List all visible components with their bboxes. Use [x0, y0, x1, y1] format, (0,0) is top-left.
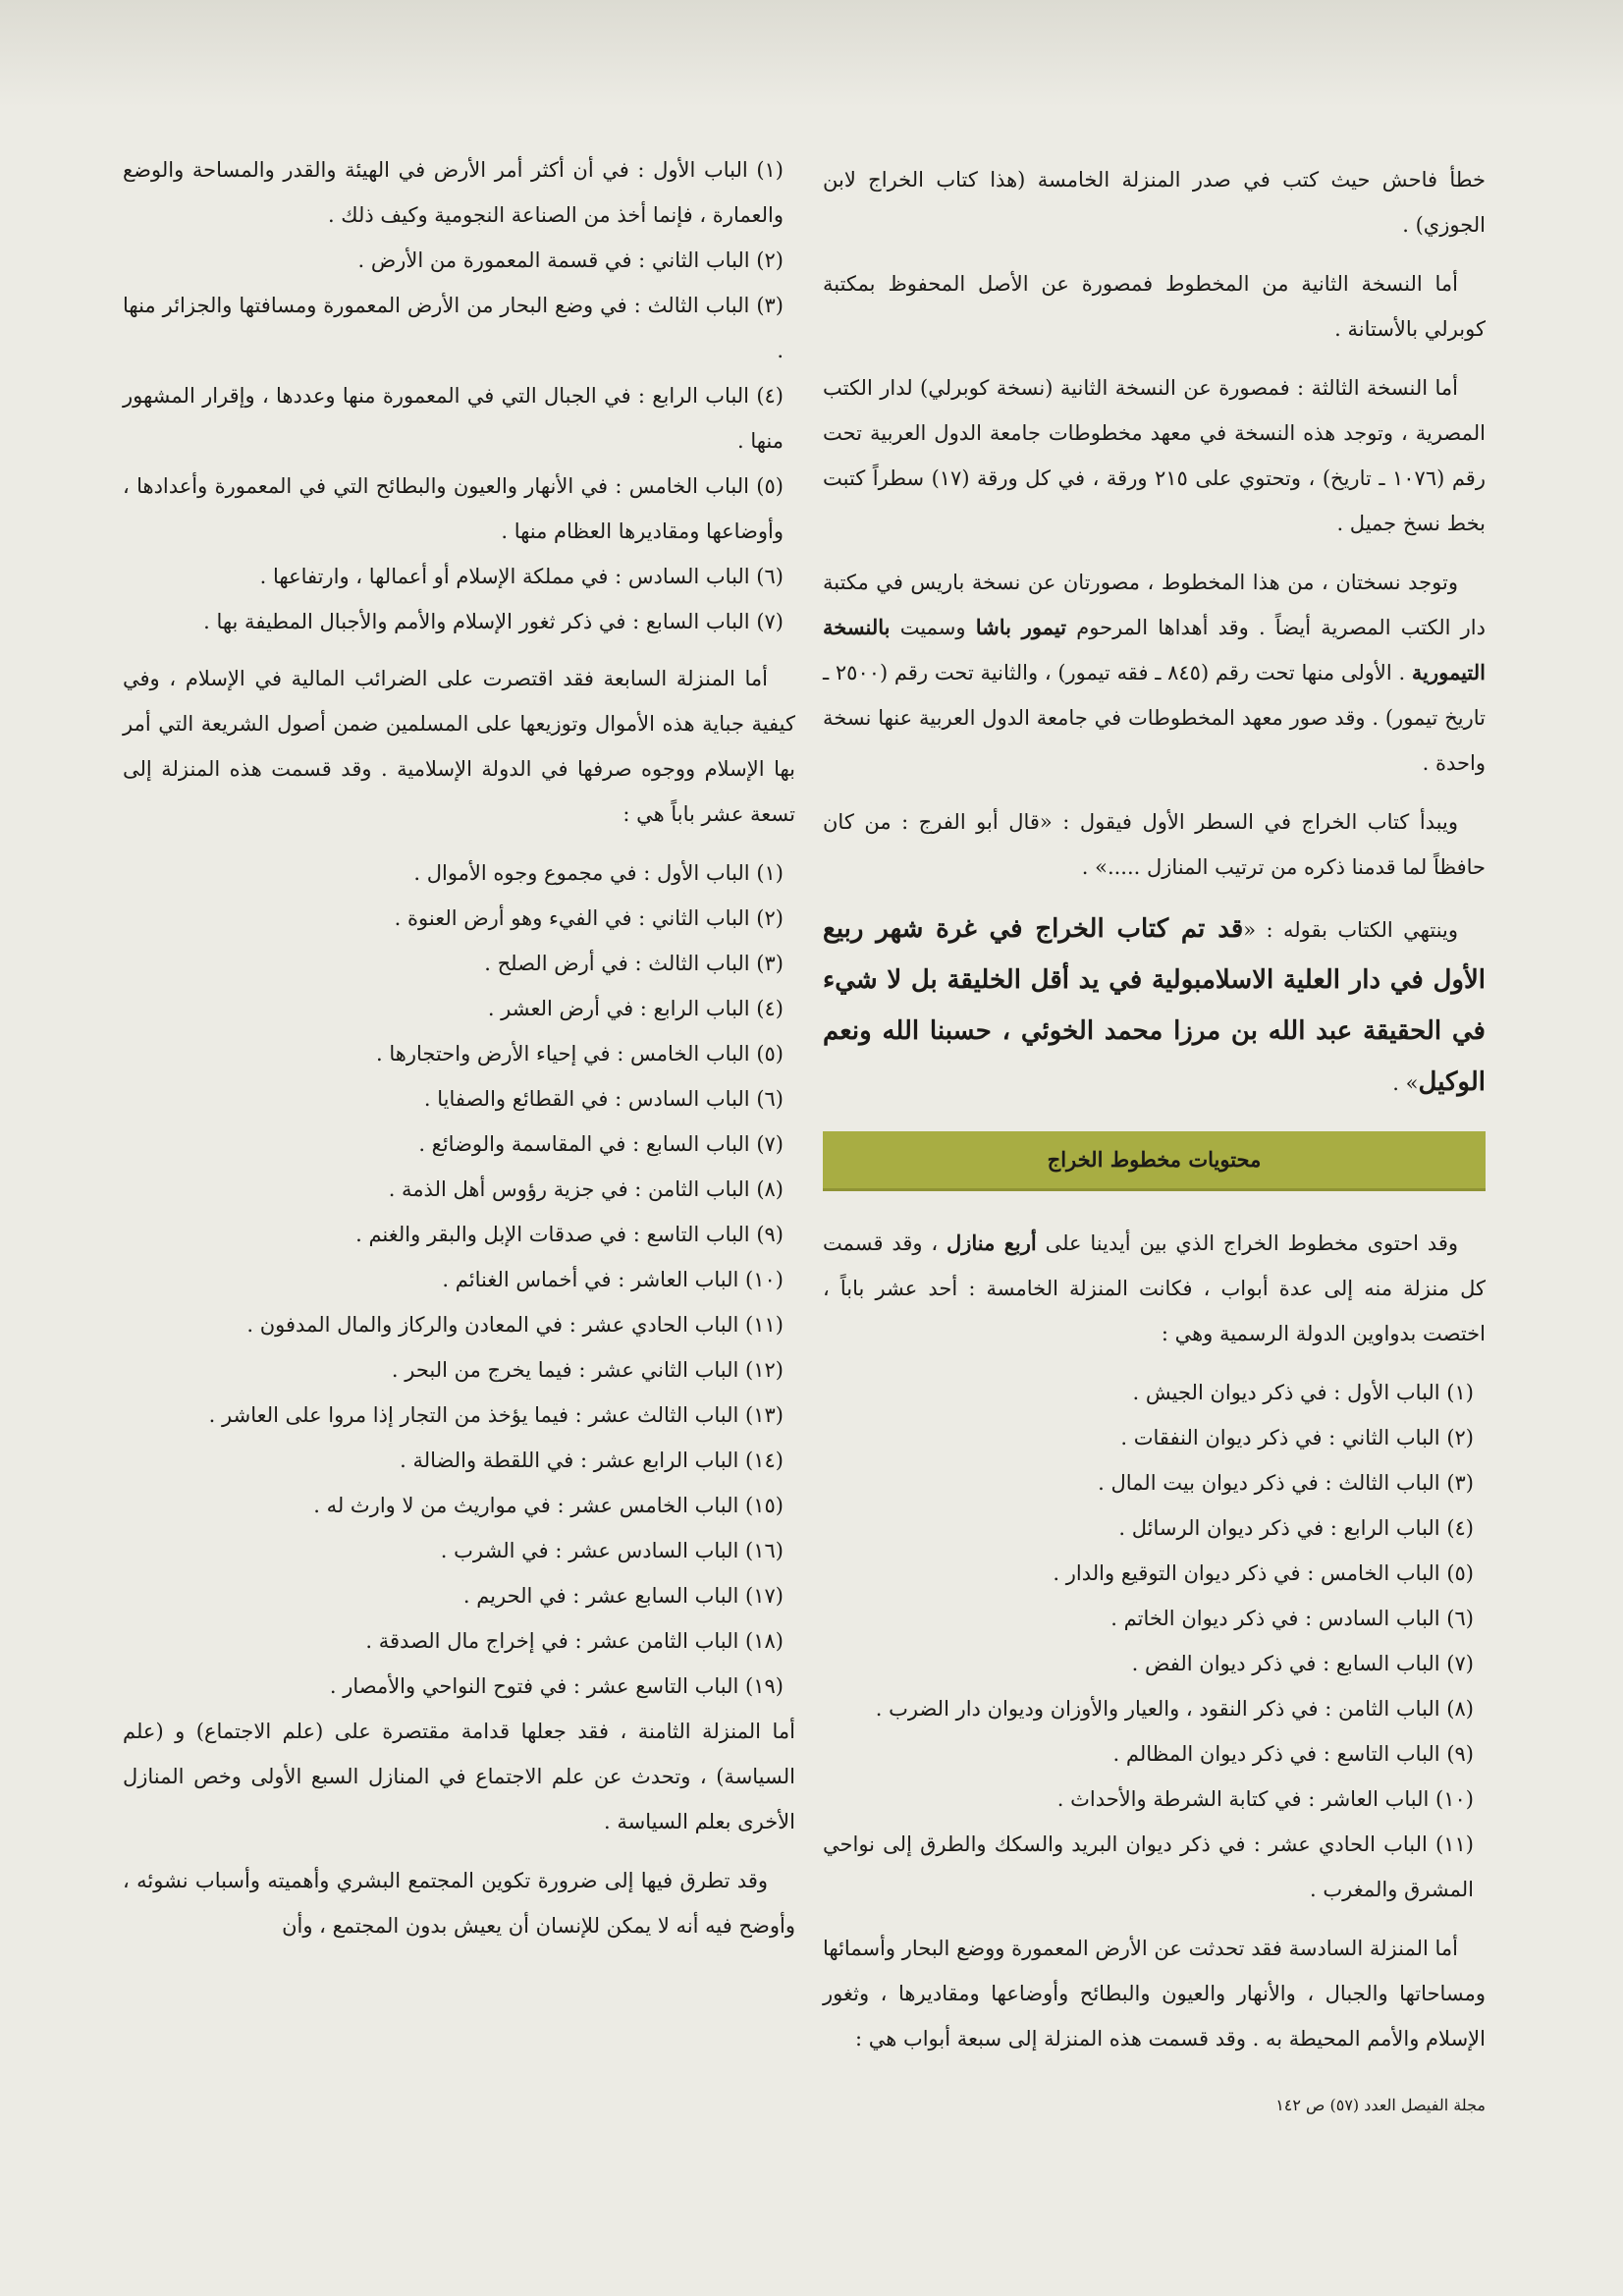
text-run: وينتهي الكتاب بقوله : «	[1243, 918, 1458, 942]
bold-text: تيمور باشا	[975, 615, 1067, 639]
list-item: (١٥) الباب الخامس عشر : في مواريث من لا وارث له .	[313, 1494, 784, 1517]
list-item: (١) الباب الأول : في أن أكثر أمر الأرض في الهيئة والقدر والمساحة والوضع والعمارة ، فإنما أخذ من الصناعة النجومية وكيف ذلك .	[123, 158, 784, 227]
list-item: (٤) الباب الرابع : في الجبال التي في المعمورة منها وعددها ، وإقرار المشهور منها .	[123, 384, 784, 453]
paragraph: أما المنزلة الثامنة ، فقد جعلها قدامة مقتصرة على (علم الاجتماع) و (علم السياسة) ، وتحدث عن علم الاجتماع في المنازل السبع الأولى وخص المنازل الأخرى بعلم السياسة .	[123, 1720, 795, 1833]
list-item: (٦) الباب السادس : في القطائع والصفايا .	[423, 1087, 784, 1111]
list-item: (٢) الباب الثاني : في ذكر ديوان النفقات .	[1120, 1426, 1474, 1449]
page-top-edge	[0, 0, 1623, 108]
list-item: (٦) الباب السادس : في ذكر ديوان الخاتم .	[1110, 1607, 1474, 1630]
list-item: (١٧) الباب السابع عشر : في الحريم .	[462, 1584, 784, 1608]
list-item: (١٢) الباب الثاني عشر : فيما يخرج من البحر .	[391, 1358, 784, 1382]
list-item: (٧) الباب السابع : في المقاسمة والوضائع .	[418, 1132, 784, 1156]
list-item: (١١) الباب الحادي عشر : في ذكر ديوان البريد والسكك والطرق إلى نواحي المشرق والمغرب .	[823, 1832, 1474, 1901]
text-run: » .	[1392, 1071, 1419, 1095]
list-item: (٣) الباب الثالث : في ذكر ديوان بيت المال .	[1098, 1471, 1474, 1495]
paragraph: أما النسخة الثانية من المخطوط فمصورة عن الأصل المحفوظ بمكتبة كوبرلي بالأستانة .	[823, 272, 1486, 341]
list-item: (٢) الباب الثاني : في الفيء وهو أرض العنوة .	[394, 906, 784, 930]
text-run: وتوجد نسختان ، من هذا المخطوط ، مصورتان عن نسخة باريس في مكتبة دار الكتب المصرية أيضاً . وقد أهداها المرحوم	[823, 571, 1486, 639]
list-item: (١٤) الباب الرابع عشر : في اللقطة والضالة .	[400, 1449, 784, 1472]
bold-text: أربع منازل	[946, 1230, 1037, 1255]
paragraph	[823, 903, 1486, 1108]
bold-quote: قد تم كتاب الخراج في غرة شهر ربيع الأول في دار العلية الاسلامبولية في يد أقل الخليقة بل لا شيء في الحقيقة عبد الله بن مرزا محمد الخوئي ، حسبنا الله ونعم الوكيل	[823, 914, 1486, 1097]
list-item: (٦) الباب السادس : في مملكة الإسلام أو أعمالها ، وارتفاعها .	[259, 565, 784, 588]
list-item: (٢) الباب الثاني : في قسمة المعمورة من الأرض .	[357, 248, 784, 272]
paragraph	[823, 1221, 1486, 1356]
list-item: (٣) الباب الثالث : في أرض الصلح .	[484, 952, 784, 975]
list-item: (٧) الباب السابع : في ذكر ثغور الإسلام والأمم والأجبال المطيفة بها .	[203, 610, 784, 633]
left-column	[123, 147, 795, 1962]
list-item: (٥) الباب الخامس : في الأنهار والعيون والبطائح التي في المعمورة وأعدادها ، وأوضاعها ومقاديرها العظام منها .	[123, 474, 784, 543]
list-item: (١٠) الباب العاشر : في كتابة الشرطة والأحداث .	[1056, 1787, 1474, 1811]
list-item: (٨) الباب الثامن : في ذكر النقود ، والعيار والأوزان وديوان دار الضرب .	[875, 1697, 1474, 1721]
list-item: (٧) الباب السابع : في ذكر ديوان الفض .	[1131, 1652, 1474, 1675]
list-item: (١١) الباب الحادي عشر : في المعادن والركاز والمال المدفون .	[246, 1313, 784, 1337]
list-item: (٥) الباب الخامس : في إحياء الأرض واحتجارها .	[376, 1042, 784, 1066]
list-item: (٨) الباب الثامن : في جزية رؤوس أهل الذمة .	[388, 1177, 784, 1201]
list-item: (١٦) الباب السادس عشر : في الشرب .	[440, 1539, 784, 1562]
list-item: (١) الباب الأول : في ذكر ديوان الجيش .	[1132, 1381, 1474, 1404]
text-run: ، وقد قسمت كل منزلة منه إلى عدة أبواب ، فكانت المنزلة الخامسة : أحد عشر باباً ، اختصت بدواوين الدولة الرسمية وهي :	[823, 1231, 1486, 1345]
text-run: . الأولى منها تحت رقم (٨٤٥ ـ فقه تيمور) ، والثانية تحت رقم (٢٥٠٠ ـ تاريخ تيمور) . وقد صور معهد المخطوطات في جامعة الدول العربية عنها نسخة واحدة .	[823, 661, 1486, 775]
section-header: محتويات مخطوط الخراج	[823, 1131, 1486, 1191]
list-item: (٣) الباب الثالث : في وضع البحار من الأرض المعمورة ومسافتها والجزائر منها .	[123, 294, 784, 362]
paragraph: أما النسخة الثالثة : فمصورة عن النسخة الثانية (نسخة كوبرلي) لدار الكتب المصرية ، وتوجد هذه النسخة في معهد مخطوطات جامعة الدول العربية تحت رقم (١٠٧٦ ـ تاريخ) ، وتحتوي على ٢١٥ ورقة ، في كل ورقة (١٧) سطراً كتبت بخط نسخ جميل .	[823, 376, 1486, 535]
list-item: (١٠) الباب العاشر : في أخماس الغنائم .	[442, 1268, 784, 1291]
paragraph: أما المنزلة السابعة فقد اقتصرت على الضرائب المالية في الإسلام ، وفي كيفية جباية هذه الأموال وتوزيعها على المسلمين ضمن أصول الشريعة التي أمر بها الإسلام ووجوه صرفها في الدولة الإسلامية . وقد قسمت هذه المنزلة إلى تسعة عشر باباً هي :	[123, 667, 795, 826]
text-run: وسميت	[899, 616, 966, 639]
list-item: (١) الباب الأول : في مجموع وجوه الأموال .	[413, 861, 784, 885]
chapter-list	[123, 147, 795, 644]
list-item: (١٣) الباب الثالث عشر : فيما يؤخذ من التجار إذا مروا على العاشر .	[208, 1403, 784, 1427]
paragraph	[823, 560, 1486, 786]
paragraph: وقد تطرق فيها إلى ضرورة تكوين المجتمع البشري وأهميته وأسباب نشوئه ، وأوضح فيه أنه لا يمكن للإنسان أن يعيش بدون المجتمع ، وأن	[123, 1869, 795, 1938]
bold-text: بالنسخة التيمورية	[823, 615, 1486, 684]
paragraph: خطأ فاحش حيث كتب في صدر المنزلة الخامسة (هذا كتاب الخراج لابن الجوزي) .	[823, 168, 1486, 237]
text-run: وقد احتوى مخطوط الخراج الذي بين أيدينا على	[1045, 1231, 1459, 1255]
paragraph: أما المنزلة السادسة فقد تحدثت عن الأرض المعمورة ووضع البحار وأسمائها ومساحاتها والجبال ، والأنهار والعيون والبطائح وأوضاعها ومقاديرها ، وثغور الإسلام والأمم المحيطة به . وقد قسمت هذه المنزلة إلى سبعة أبواب هي :	[823, 1937, 1486, 2050]
list-item: (٤) الباب الرابع : في ذكر ديوان الرسائل .	[1118, 1516, 1474, 1540]
chapter-list	[123, 850, 795, 1709]
list-item: (٥) الباب الخامس : في ذكر ديوان التوقيع والدار .	[1053, 1561, 1474, 1585]
list-item: (٩) الباب التاسع : في ذكر ديوان المظالم .	[1112, 1742, 1474, 1766]
chapter-list	[823, 1370, 1486, 1912]
right-column	[823, 157, 1486, 2075]
list-item: (٤) الباب الرابع : في أرض العشر .	[487, 997, 784, 1020]
list-item: (١٨) الباب الثامن عشر : في إخراج مال الصدقة .	[365, 1629, 784, 1653]
list-item: (٩) الباب التاسع : في صدقات الإبل والبقر والغنم .	[355, 1223, 784, 1246]
page-footer: مجلة الفيصل العدد (٥٧) ص ١٤٢	[1275, 2096, 1486, 2114]
paragraph: ويبدأ كتاب الخراج في السطر الأول فيقول : «قال أبو الفرج : من كان حافظاً لما قدمنا ذكره من ترتيب المنازل .....» .	[823, 810, 1486, 879]
list-item: (١٩) الباب التاسع عشر : في فتوح النواحي والأمصار .	[329, 1674, 784, 1698]
